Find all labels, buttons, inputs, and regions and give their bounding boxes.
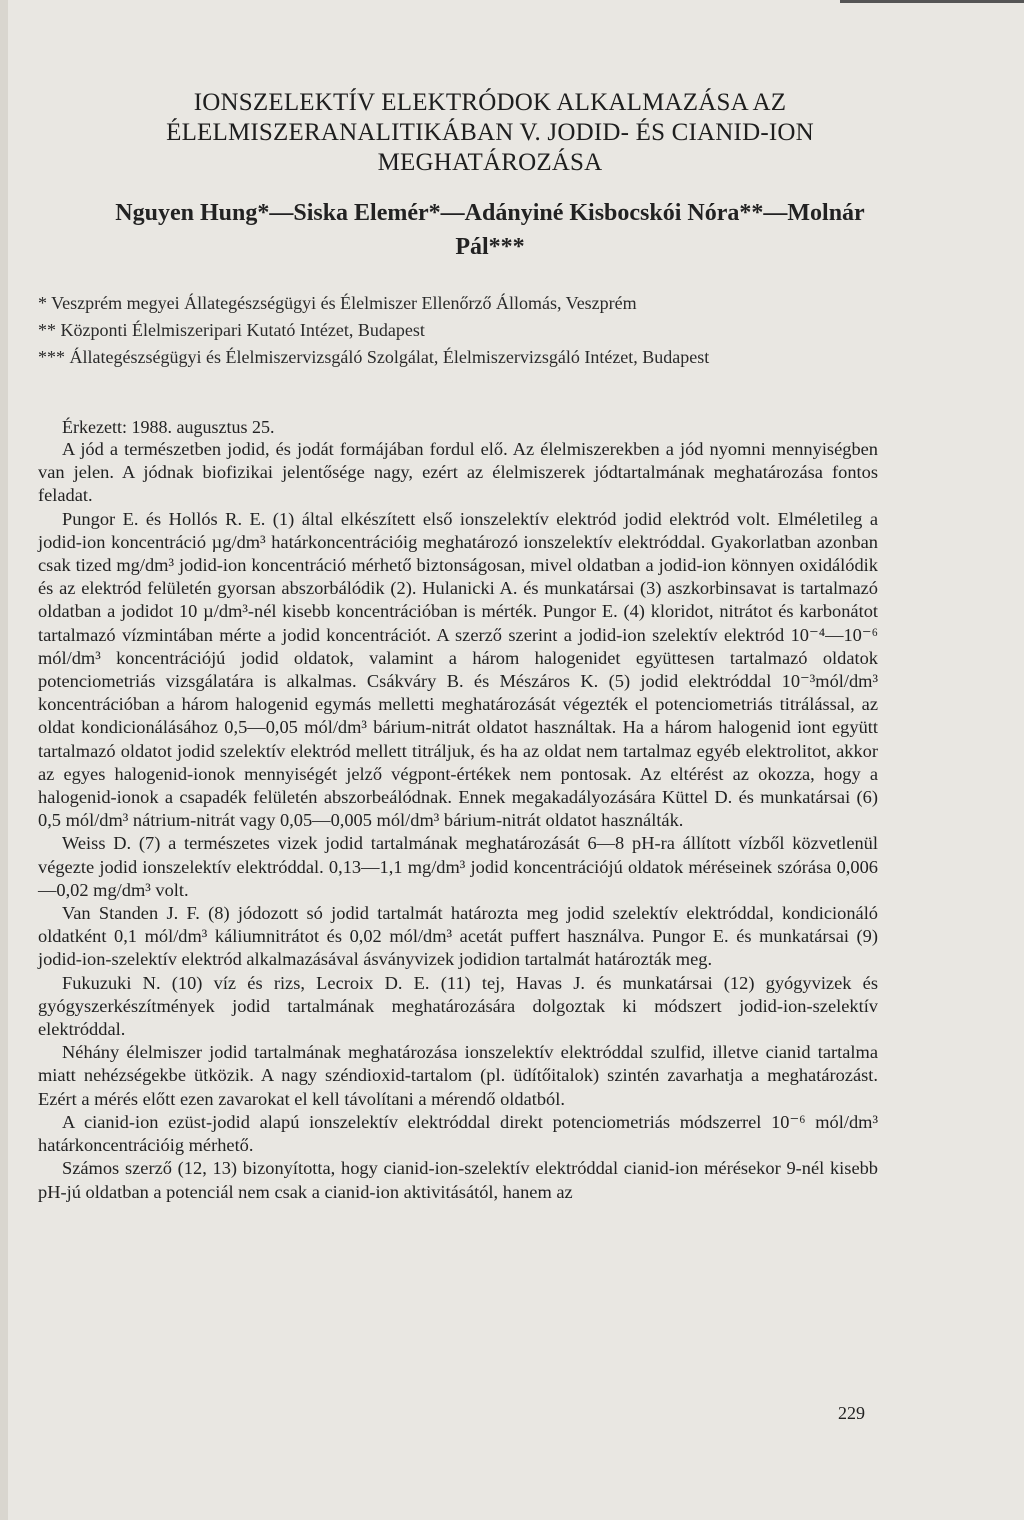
paragraph: Fukuzuki N. (10) víz és rizs, Lecroix D. E. (11) tej, Havas J. és munkatársai (12) gyógyvizek és gyógyszerkészítmények jodid tartalmának meghatározására dolgoztak ki módszert jodid-ion-szelektív elektróddal. (38, 972, 878, 1040)
affiliation-3: *** Állategészségügyi és Élelmiszervizsgáló Szolgálat, Élelmiszervizsgáló Intézet, Budapest (38, 347, 710, 367)
paragraph: Van Standen J. F. (8) jódozott só jodid tartalmát határozta meg jodid szelektív elektróddal, kondicionáló oldatként 0,1 mól/dm³ káliumnitrátot és 0,02 mól/dm³ acetát puffert használva. Pungor E. és munkatársai (9) jodid-ion-szelektív elektród alkalmazásával ásványvizek jodidion tartalmát határozták meg. (38, 903, 878, 970)
title-line-2: ÉLELMISZERANALITIKÁBAN V. JODID- ÉS CIANID-ION (166, 119, 814, 146)
authors (70, 196, 910, 264)
affiliation-1: * Veszprém megyei Állategészségügyi és Élelmiszer Ellenőrző Állomás, Veszprém (38, 293, 637, 313)
paragraph: A cianid-ion ezüst-jodid alapú ionszelektív elektróddal direkt potenciometriás módszerrel 10⁻⁶ mól/dm³ határkoncentrációig mérhető. (38, 1111, 878, 1156)
title-line-3: MEGHATÁROZÁSA (377, 149, 603, 176)
received-date: Érkezett: 1988. augusztus 25. (62, 417, 275, 437)
paragraph: A jód a természetben jodid, és jodát formájában fordul elő. Az élelmiszerekben a jód nyomni mennyiségben van jelen. A jódnak biofizikai jelentősége nagy, ezért az élelmiszerek jódtartalmának meghatározása fontos feladat. (38, 439, 878, 506)
authors-line-2: Pál*** (455, 234, 525, 260)
paragraph: Néhány élelmiszer jodid tartalmának meghatározása ionszelektív elektróddal szulfid, illetve cianid tartalma miatt nehézségekbe ütközik. A nagy széndioxid-tartalom (pl. üdítőitalok) szintén zavarhatja a meghatározást. Ezért a mérés előtt ezen zavarokat el kell távolítani a mérendő oldatból. (38, 1042, 878, 1109)
authors-line-1: Nguyen Hung*—Siska Elemér*—Adányiné Kisbocskói Nóra**—Molnár (115, 200, 865, 226)
page-number: 229 (838, 1403, 865, 1423)
paragraph: Weiss D. (7) a természetes vizek jodid tartalmának meghatározását 6—8 pH-ra állított vízből közvetlenül végezte jodid ionszelektív elektróddal. 0,13—1,1 mg/dm³ jodid koncentrációjú oldatok méréseinek szórása 0,006—0,02 mg/dm³ volt. (38, 833, 878, 900)
article-title (90, 88, 890, 178)
article-body (38, 438, 878, 1204)
paragraph: Pungor E. és Hollós R. E. (1) által elkészített első ionszelektív elektród jodid elektród volt. Elméletileg a jodid-ion koncentráció µg/dm³ határkoncentrációig meghatározó ionszelektív elektróddal. Gyakorlatban azonban csak tized mg/dm³ jodid-ion koncentráció mérhető biztonságosan, mivel oldatban a jodid-ion könnyen oxidálódik és az elektród felületén gyorsan abszorbálódik (2). Hulanicki A. és munkatársai (3) aszkorbinsavat is tartalmazó oldatban a jodidot 10 µ/dm³-nél kisebb koncentrációban is mérték. Pungor E. (4) kloridot, nitrátot és karbonátot tartalmazó vízmintában mérte a jodid koncentrációt. A szerző szerint a jodid-ion szelektív elektród 10⁻⁴—10⁻⁶ mól/dm³ koncentrációjú jodid oldatok, valamint a három halogenidet együttesen tartalmazó oldatok potenciometriás vizsgálatára is alkalmas. Csákváry B. és Mészáros K. (5) jodid elektróddal 10⁻³mól/dm³ koncentrációban a három halogenid egymás melletti meghatározását végezték el potenciometriás titrálással, az oldat kondicionálásához 0,5—0,05 mól/dm³ bárium-nitrát oldatot használtak. Ha a három halogenid iont együtt tartalmazó oldatot jodid szelektív elektród mellett titráljuk, és ha az oldat nem tartalmaz egyéb elektrolitot, akkor az egyes halogenid-ionok mennyiségét jelző végpont-értékek nem pontosak. Az eltérést az okozza, hogy a halogenid-ionok a csapadék felületén abszorbeálódnak. Ennek megakadályozására Küttel D. és munkatársai (6) 0,5 mól/dm³ nátrium-nitrát vagy 0,05—0,005 mól/dm³ bárium-nitrát oldatot használták. (38, 508, 878, 831)
page-top-edge-line (840, 0, 1024, 3)
paragraph: Számos szerző (12, 13) bizonyította, hogy cianid-ion-szelektív elektróddal cianid-ion mérésekor 9-nél kisebb pH-jú oldatban a potenciál nem csak a cianid-ion aktivitásától, hanem az (38, 1158, 878, 1202)
title-line-1: IONSZELEKTÍV ELEKTRÓDOK ALKALMAZÁSA AZ (193, 89, 787, 116)
page-left-edge (0, 0, 8, 1520)
affiliation-2: ** Központi Élelmiszeripari Kutató Intézet, Budapest (38, 320, 425, 340)
